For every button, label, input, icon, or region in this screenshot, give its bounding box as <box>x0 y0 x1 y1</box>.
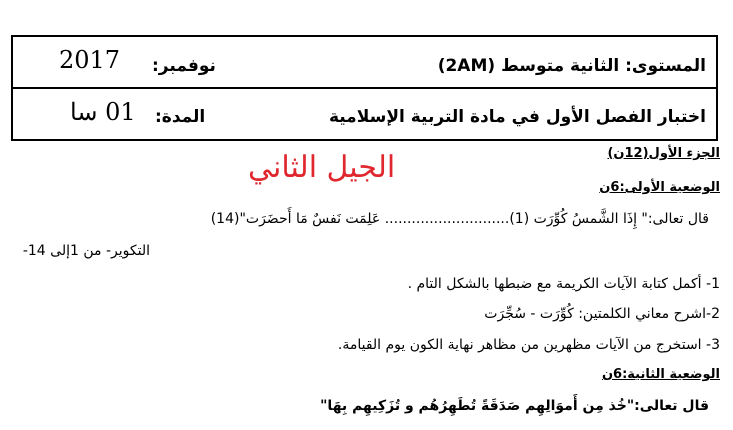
date-label: نوفمبر: <box>152 56 216 76</box>
header-middle-border <box>11 87 718 89</box>
situation1-source: التكوير- من 1إلى 14- <box>22 243 150 259</box>
date-value: 2017 <box>59 46 121 74</box>
level-text: المستوى: الثانية متوسط (2AM) <box>437 56 706 76</box>
situation1-verse: قال تعالى:" إِذَا الشَّمسُ كُوِّرَت (1)............................ عَلِمَت نَفسٌ مَا أَحضَرَت"(14) <box>210 211 709 227</box>
question-2: 2-اشرح معاني الكلمتين: كُوِّرَت - سُجِّرَت <box>484 306 720 322</box>
situation1-title: الوضعية الأولى:6ن <box>599 180 720 195</box>
part-label: الجزء الأول(12ن) <box>607 146 720 161</box>
duration-value: 01 سا <box>70 98 136 126</box>
header-left-border <box>11 35 13 141</box>
duration-label: المدة: <box>155 107 206 127</box>
header-bottom-border <box>11 139 718 141</box>
header-right-border <box>716 35 718 141</box>
header-top-border <box>11 35 718 37</box>
generation-stamp: الجيل الثاني <box>248 150 396 185</box>
situation2-verse: قال تعالى:"خُذ مِن أَموَالِهِم صَدَقَةً تُطَهِرُهُم و تُزَكِيهِم بِهَا" <box>320 398 709 414</box>
exam-title: اختبار الفصل الأول في مادة التربية الإسلامية <box>328 107 706 127</box>
question-3: 3- استخرج من الآيات مظهرين من مظاهر نهاية الكون يوم القيامة. <box>337 337 720 353</box>
question-1: 1- أكمل كتابة الآيات الكريمة مع ضبطها بالشكل التام . <box>407 276 720 292</box>
situation2-title: الوضعية الثانية:6ن <box>601 367 720 382</box>
